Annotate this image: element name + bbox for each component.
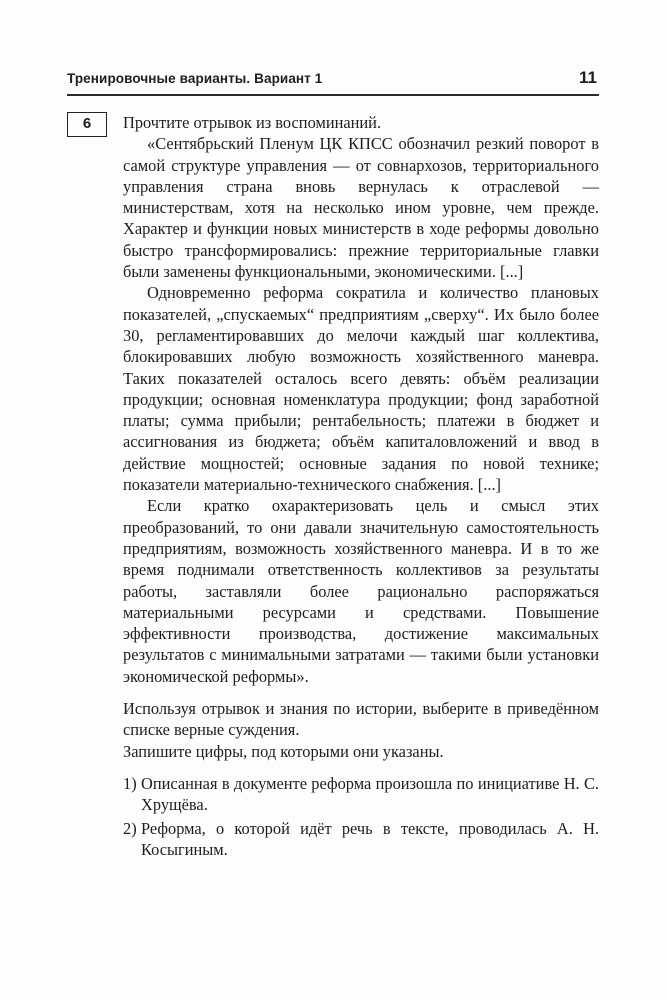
answer-option (123, 818, 599, 861)
task-content (123, 112, 599, 862)
task-instruction: Используя отрывок и знания по истории, выберите в приведённом списке верные суждения. (123, 699, 599, 740)
answer-option (123, 773, 599, 816)
header-divider (67, 94, 599, 96)
option-number: 1) (123, 773, 137, 793)
answer-options-list (123, 773, 599, 860)
option-number: 2) (123, 818, 137, 838)
quote-paragraph: Одновременно реформа сократила и количество плановых показателей, „спускаемых“ предприятиям „сверху“. Их было более 30, регламентировавших до мелочи каждый шаг коллектива, блокировавших любую возможность хозяйственного маневра. Таких показателей осталось всего девять: объём реализации продукции; основная номенклатура продукции; фонд заработной платы; сумма прибыли; рентабельность; платежи в бюджет и ассигнования из бюджета; объём капиталовложений и ввод в действие мощностей; основные задания по новой технике; показатели материально-технического снабжения. [...] (123, 283, 599, 495)
running-header-title: Тренировочные варианты. Вариант 1 (67, 71, 323, 86)
quote-paragraph: «Сентябрьский Пленум ЦК КПСС обозначил резкий поворот в самой структуре управления — от совнархозов, территориального управления страна вновь вернулась к отраслевой — министерствам, хотя на несколько ином уровне, чем прежде. Характер и функции новых министерств в ходе реформы довольно быстро трансформировались: прежние территориальные главки были заменены функциональными, экономическими. [...] (123, 134, 599, 282)
page-number: 11 (579, 68, 597, 87)
option-text: Реформа, о которой идёт речь в тексте, проводилась А. Н. Косыгиным. (141, 818, 599, 859)
page-header (67, 68, 599, 92)
option-text: Описанная в документе реформа произошла по инициативе Н. С. Хрущёва. (141, 773, 599, 815)
task-prompt: Прочтите отрывок из воспоминаний. (123, 113, 382, 132)
quote-paragraph: Если кратко охарактеризовать цель и смысл этих преобразований, то они давали значительную самостоятельность предприятиям, возможность хозяйственного маневра. И в то же время поднимали ответственность коллективов за результаты работы, заставляли более рационально распоряжаться материальными ресурсами и средствами. Повышение эффективности производства, достижение максимальных результатов с минимальными затратами — такими были установки экономической реформы». (123, 496, 599, 686)
task-instruction-answer-format: Запишите цифры, под которыми они указаны. (123, 741, 444, 761)
task-number-box: 6 (67, 112, 107, 137)
quoted-excerpt (123, 133, 599, 687)
